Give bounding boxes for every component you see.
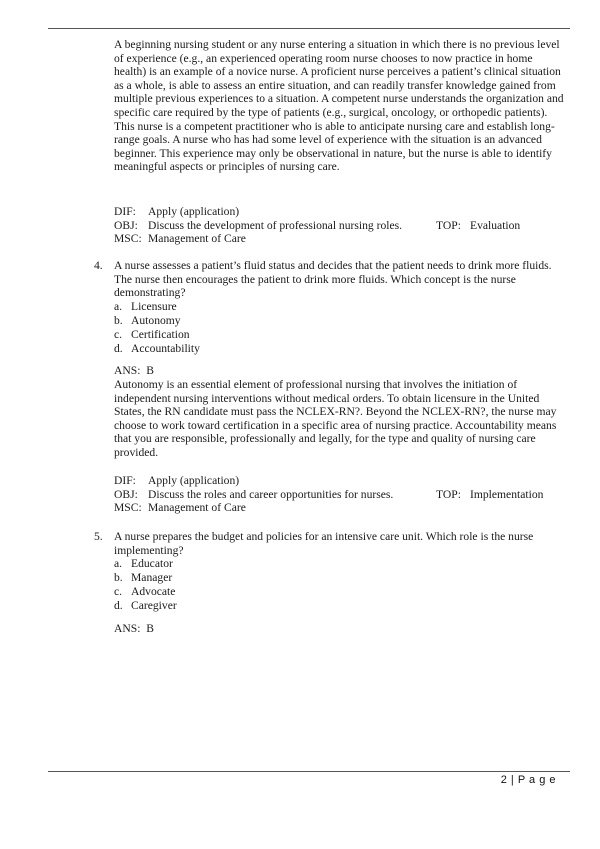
rationale-paragraph-q4: Autonomy is an essential element of professional nursing that involves the initiation of independent nursing interventions without medical orders. To obtain licensure in the United States, the RN candidate must pass the NCLEX-RN?. Beyond the NCLEX-RN?, the nurse may choose to work toward certification in a specific area of nursing practice. Accountability means that you are responsible, professionally and legally, for the type and quality of nursing care provided.	[114, 378, 557, 459]
msc-row: MSC: Management of Care	[114, 232, 246, 246]
choice-item: c. Certification	[114, 328, 190, 341]
answer-key-5: ANS: B	[114, 622, 154, 635]
dif-value: Apply (application)	[148, 474, 240, 487]
choice-item: a. Educator	[114, 557, 173, 570]
question-number: 5.	[94, 530, 103, 543]
rationale-paragraph-q3: A beginning nursing student or any nurse entering a situation in which there is no previous level of experience (e.g., an experienced operating room nurse chooses to now practice in home health) is an example of a novice nurse. A proficient nurse perceives a patient’s clinical situation as a whole, is able to assess an entire situation, and can readily transfer knowledge gained from multiple previous experiences to a situation. A competent nurse understands the organization and specific care required by the type of patients (e.g., surgical, oncology, or orthopedic patients). This nurse is a competent practitioner who is able to anticipate nursing care and establish long-range goals. A nurse who has had some level of experience with the situation is an advanced beginner. This experience may only be observational in nature, but the nurse is able to identify meaningful aspects or principles of nursing care.	[114, 38, 564, 174]
msc-row: MSC: Management of Care	[114, 501, 246, 515]
metadata-block-q3	[114, 205, 564, 246]
answer-value: B	[146, 364, 154, 377]
answer-key-4: ANS: B	[114, 364, 154, 377]
choice-item: a. Licensure	[114, 300, 177, 313]
dif-row: DIF: Apply (application)	[114, 474, 240, 487]
choice-item: d. Caregiver	[114, 599, 177, 612]
top-field: TOP: Implementation	[436, 487, 544, 501]
footer-rule	[48, 771, 570, 772]
question-stem-4: A nurse assesses a patient’s fluid status and decides that the patient needs to drink more fluids. The nurse then encourages the patient to drink more fluids. Which concept is the nurse demonstrating?	[114, 259, 552, 300]
choice-item: b. Autonomy	[114, 314, 181, 327]
obj-row: OBJ: Discuss the development of professional nursing roles. TOP: Evaluation	[114, 218, 521, 232]
obj-value: Discuss the development of professional nursing roles.	[148, 218, 403, 232]
dif-value: Apply (application)	[148, 205, 240, 218]
answer-choices-4	[114, 300, 200, 356]
question-number: 4.	[94, 259, 103, 272]
msc-value: Management of Care	[148, 232, 246, 246]
header-rule	[48, 28, 570, 29]
choice-item: b. Manager	[114, 571, 173, 584]
choice-item: d. Accountability	[114, 342, 200, 355]
choice-item: c. Advocate	[114, 585, 176, 598]
answer-choices-5	[114, 557, 177, 613]
top-field: TOP: Evaluation	[436, 218, 521, 232]
dif-row: DIF: Apply (application)	[114, 205, 240, 218]
page-number: 2 | P a g e	[500, 774, 556, 786]
obj-row: OBJ: Discuss the roles and career opportunities for nurses. TOP: Implementation	[114, 487, 544, 501]
answer-value: B	[146, 622, 154, 635]
msc-value: Management of Care	[148, 501, 246, 515]
metadata-block-q4	[114, 474, 564, 515]
obj-value: Discuss the roles and career opportunities for nurses.	[148, 487, 394, 501]
question-stem-5: A nurse prepares the budget and policies for an intensive care unit. Which role is the nurse implementing?	[114, 530, 534, 557]
